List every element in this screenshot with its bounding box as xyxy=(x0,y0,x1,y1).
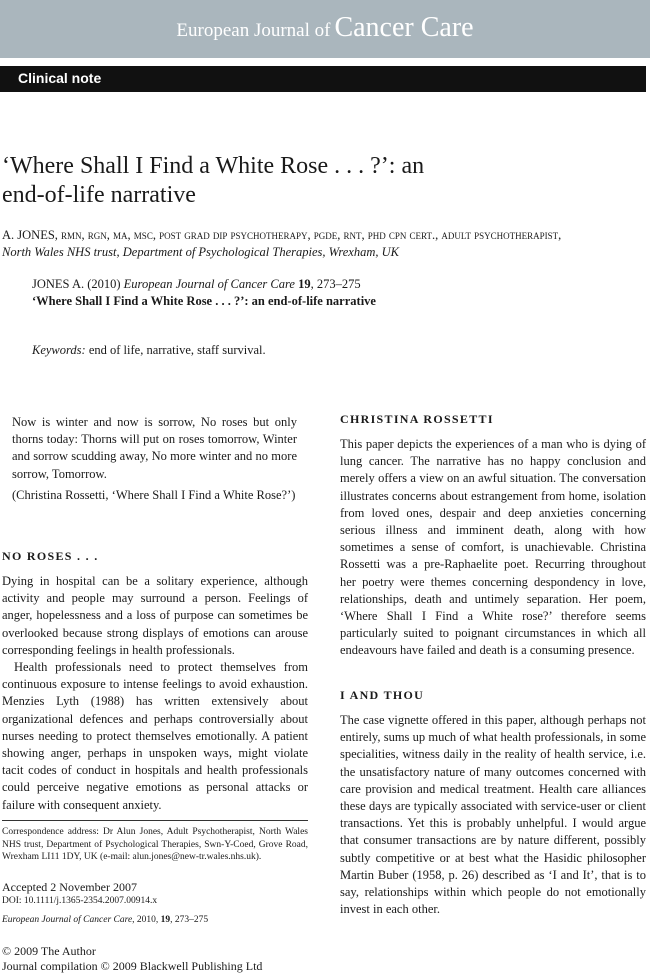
copyright-line2: Journal compilation © 2009 Blackwell Publishing Ltd xyxy=(2,958,263,973)
journal-title xyxy=(0,12,650,44)
journal-reference xyxy=(2,915,208,925)
journal-banner xyxy=(0,0,650,58)
epigraph-text: Now is winter and now is sorrow, No roses but only thorns today: Thorns will put on roses tomorrow, Winter and sorrow scudding away, No more winter and no more sorrow, Tomorrow. xyxy=(12,415,297,481)
section-heading-no-roses: NO ROSES . . . xyxy=(2,549,99,563)
paragraph: Dying in hospital can be a solitary experience, although activity and people may surround a person. Feelings of anger, hopelessness and a loss of purpose can sometimes be overlooked because strong displays of emotions can arouse corresponding feelings in health professionals. xyxy=(2,574,308,657)
correspondence-address: Correspondence address: Dr Alun Jones, Adult Psychotherapist, North Wales NHS trust, Department of Psychological Therapies, Swn-Y-Coed, Grove Road, Wrexham LI11 1DY, UK (e-mail: alun.jones@new-tr.wales.nhs.uk). xyxy=(2,827,308,863)
copyright xyxy=(2,944,262,973)
journal-ref-volume: 19 xyxy=(160,915,171,925)
article-title-line2: end-of-life narrative xyxy=(2,182,196,208)
citation-pages: , 273–275 xyxy=(310,277,361,291)
citation-volume: 19 xyxy=(298,277,311,291)
journal-title-main: Cancer Care xyxy=(334,12,474,43)
section-body-i-and-thou xyxy=(340,712,646,918)
citation-journal: European Journal of Cancer Care xyxy=(123,277,295,291)
citation-block xyxy=(32,276,632,309)
author-name: A. JONES xyxy=(2,228,55,242)
article-title xyxy=(2,152,622,210)
paragraph: The case vignette offered in this paper, although perhaps not entirely, sums up much of what health professionals, in some specialities, witness daily in the reality of health service, i.e. the unsatisfactory nature of many outcomes concerned with care provision and medical treatment. Health care alliances these days are typically associated with service-user or client transactions. Yet this is probably unhelpful. I would argue that consumer transactions are by nature different, possibly subtly competitive or at best what the Hasidic philosopher Martin Buber (1958, p. 26) described as ‘I and It’, that is to say, relationships within which people do not emotionally invest in each other. xyxy=(340,713,646,917)
author-block xyxy=(2,227,642,260)
keywords-label: Keywords: xyxy=(32,343,86,357)
epigraph-source-text: (Christina Rossetti, ‘Where Shall I Find a White Rose?’) xyxy=(12,488,296,502)
journal-ref-pages: , 273–275 xyxy=(170,915,209,925)
paragraph: Health professionals need to protect themselves from continuous exposure to intense feelings to avoid exhaustion. Menzies Lyth (1988) has written extensively about organizational defences and perhaps controversially about nurses needing to protect themselves emotionally. A patient showing anger, perhaps in unspoken ways, might violate tacit codes of conduct in hospitals and health professionals could perceive negative emotions as personal attacks or failure with consequent anxiety. xyxy=(2,660,308,812)
section-label: Clinical note xyxy=(18,70,102,86)
section-body-no-roses xyxy=(2,573,308,814)
keywords xyxy=(32,343,632,358)
journal-ref-journal: European Journal of Cancer Care xyxy=(2,915,133,925)
citation-author-year: JONES A. (2010) xyxy=(32,277,124,291)
section-heading-i-and-thou: I AND THOU xyxy=(340,688,425,702)
section-body-rossetti xyxy=(340,436,646,660)
citation-title: ‘Where Shall I Find a White Rose . . . ?’: an end-of-life narrative xyxy=(32,293,376,308)
doi: DOI: 10.1111/j.1365-2354.2007.00914.x xyxy=(2,896,158,906)
section-bar xyxy=(0,66,646,92)
epigraph-source xyxy=(12,487,297,504)
author-credentials: , rmn, rgn, ma, msc, post grad dip psychotherapy, pgde, rnt, phd cpn cert., adult psychotherapist, xyxy=(54,228,562,242)
journal-title-prefix: European Journal of xyxy=(176,20,331,41)
accepted-date: Accepted 2 November 2007 xyxy=(2,880,137,894)
copyright-line1: © 2009 The Author xyxy=(2,944,96,958)
journal-ref-year: , 2010, xyxy=(132,915,161,925)
paragraph: This paper depicts the experiences of a man who is dying of lung cancer. The narrative has no happy conclusion and merely offers a view on an awful situation. The conversation illustrates concerns about estrangement from home, isolation from loved ones, despair and deep anxieties concerning serious illness and imminent death, along with how sometimes a sense of comfort, is unachievable. Christina Rossetti was a pre-Raphaelite poet. Recurring throughout her poetry were themes concerning despondency in love, relationships, death and untimely separation. Her poem, ‘Where Shall I Find a White rose?’ therefore seems particularly suited to poignant circumstances in which all endeavours have failed and death is a consuming presence. xyxy=(340,437,646,658)
article-title-line1: ‘Where Shall I Find a White Rose . . . ?’: an xyxy=(2,153,425,179)
author-affiliation: North Wales NHS trust, Department of Psychological Therapies, Wrexham, UK xyxy=(2,244,399,259)
epigraph xyxy=(12,414,297,483)
section-heading-rossetti: CHRISTINA ROSSETTI xyxy=(340,412,494,426)
keywords-text: end of life, narrative, staff survival. xyxy=(85,343,266,357)
footnote-divider xyxy=(2,820,308,821)
